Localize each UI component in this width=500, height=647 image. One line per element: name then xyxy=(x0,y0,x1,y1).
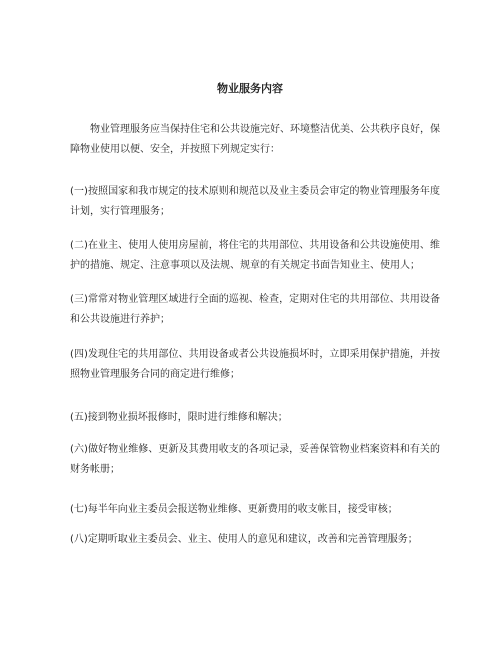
paragraph-item-1: (一)按照国家和我市规定的技术原则和规范以及业主委员会审定的物业管理服务年度计划，实行管理服务； xyxy=(70,186,440,217)
paragraph-item-8: (八)定期听取业主委员会、业主、使用人的意见和建议，改善和完善管理服务； xyxy=(70,534,418,545)
paragraph-item-6: (六)做好物业维修、更新及其费用收支的各项记录，妥善保管物业档案资料和有关的财务帐册； xyxy=(70,444,440,475)
paragraph-item-5: (五)接到物业损坏报修时，限时进行维修和解决； xyxy=(70,412,288,423)
paragraph-item-3: (三)常常对物业管理区域进行全面的巡视、检查，定期对住宅的共用部位、共用设备和公共设施进行养护； xyxy=(70,294,440,325)
paragraph-item-7: (七)每半年向业主委员会报送物业维修、更新费用的收支帐目，接受审核； xyxy=(70,504,398,515)
paragraph-intro: 物业管理服务应当保持住宅和公共设施完好、环境整洁优美、公共秩序良好，保障物业使用以便、安全，并按照下列规定实行： xyxy=(70,124,440,155)
paragraph-item-4: (四)发现住宅的共用部位、共用设备或者公共设施损坏时，立即采用保护措施，并按照物业管理服务合同的商定进行维修； xyxy=(70,349,440,380)
document-title: 物业服务内容 xyxy=(217,82,283,95)
paragraph-item-2: (二)在业主、使用人使用房屋前，将住宅的共用部位、共用设备和公共设施使用、维护的措施、规定、注意事项以及法规、规章的有关规定书面告知业主、使用人； xyxy=(70,240,440,271)
